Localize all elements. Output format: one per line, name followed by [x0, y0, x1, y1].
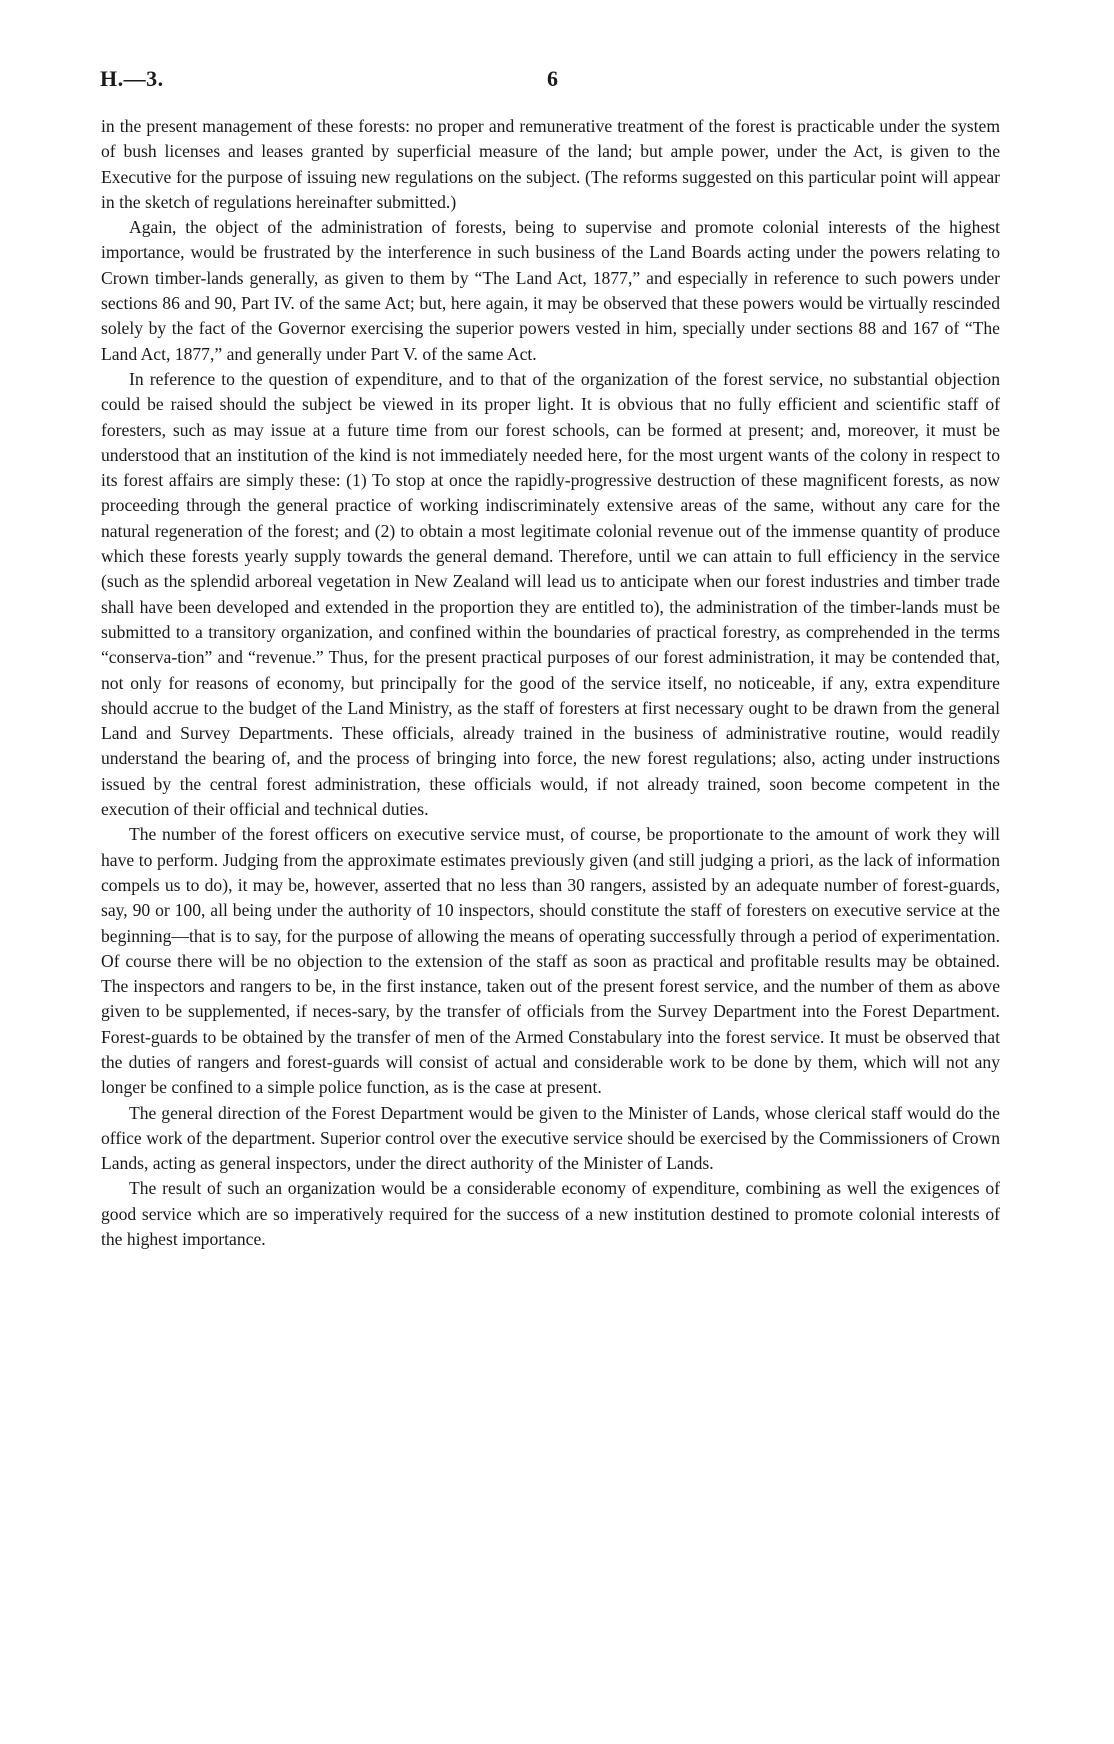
paragraph: The number of the forest officers on executive service must, of course, be proportionate to the amount of work they will have to perform. Judging from the approximate estimates previously given (and still judging a priori, as the lack of information compels us to do), it may be, however, asserted that no less than 30 rangers, assisted by an adequate number of forest-guards, say, 90 or 100, all being under the authority of 10 inspectors, should constitute the staff of foresters on executive service at the beginning—that is to say, for the purpose of allowing the means of operating successfully through a period of experimentation. Of course there will be no objection to the extension of the staff as soon as practical and profitable results may be obtained. The inspectors and rangers to be, in the first instance, taken out of the present forest service, and the number of them as above given to be supplemented, if neces-sary, by the transfer of officials from the Survey Department into the Forest Department. Forest-guards to be obtained by the transfer of men of the Armed Constabulary into the forest service. It must be observed that the duties of rangers and forest-guards will consist of actual and considerable work to be done by them, which will not any longer be confined to a simple police function, as is the case at present. [101, 824, 1000, 1098]
paragraph: In reference to the question of expenditure, and to that of the organization of the forest service, no substantial objection could be raised should the subject be viewed in its proper light. It is obvious that no fully efficient and scientific staff of foresters, such as may issue at a future time from our forest schools, can be formed at present; and, moreover, it must be understood that an institution of the kind is not immediately needed here, for the most urgent wants of the colony in respect to its forest affairs are simply these: (1) To stop at once the rapidly-progressive destruction of these magnificent forests, as now proceeding through the general practice of working indiscriminately extensive areas of the same, without any care for the natural regeneration of the forest; and (2) to obtain a most legitimate colonial revenue out of the immense quantity of produce which these forests yearly supply towards the general demand. Therefore, until we can attain to full efficiency in the service (such as the splendid arboreal vegetation in New Zealand will lead us to anticipate when our forest industries and timber trade shall have been developed and extended in the proportion they are entitled to), the administration of the timber-lands must be submitted to a transitory organization, and confined within the boundaries of practical forestry, as comprehended in the terms “conserva-tion” and “revenue.” Thus, for the present practical purposes of our forest administration, it may be contended that, not only for reasons of economy, but principally for the good of the service itself, no noticeable, if any, extra expenditure should accrue to the budget of the Land Ministry, as the staff of foresters at first necessary ought to be drawn from the general Land and Survey Departments. These officials, already trained in the business of administrative routine, would readily understand the bearing of, and the process of bringing into force, the new forest regulations; also, acting under instructions issued by the central forest administration, these officials would, if not already trained, soon become competent in the execution of their official and technical duties. [101, 368, 1000, 820]
paragraph: The result of such an organization would be a considerable economy of expenditure, combining as well the exigences of good service which are so imperatively required for the success of a new institution destined to promote colonial interests of the highest importance. [101, 1178, 1000, 1250]
paper-series-label: H.—3. [100, 66, 164, 91]
paragraph: Again, the object of the administration of forests, being to supervise and promote colonial interests of the highest importance, would be frustrated by the interference in such business of the Land Boards acting under the powers relating to Crown timber-lands generally, as given to them by “The Land Act, 1877,” and especially in reference to such powers under sections 86 and 90, Part IV. of the same Act; but, here again, it may be observed that these powers would be virtually rescinded solely by the fact of the Governor exercising the superior powers vested in him, specially under sections 88 and 167 of “The Land Act, 1877,” and generally under Part V. of the same Act. [101, 217, 1000, 364]
page-number: 6 [547, 66, 558, 91]
running-header [100, 66, 1000, 96]
paragraph: The general direction of the Forest Department would be given to the Minister of Lands, whose clerical staff would do the office work of the department. Superior control over the executive service should be exercised by the Commissioners of Crown Lands, acting as general inspectors, under the direct authority of the Minister of Lands. [101, 1102, 1000, 1174]
paragraph-continuation: in the present management of these forests: no proper and remunerative treatment of the forest is practicable under the system of bush licenses and leases granted by superficial measure of the land; but ample power, under the Act, is given to the Executive for the purpose of issuing new regulations on the subject. (The reforms suggested on this particular point will appear in the sketch of regulations hereinafter submitted.) [101, 116, 1000, 212]
body-text [101, 114, 1000, 1252]
